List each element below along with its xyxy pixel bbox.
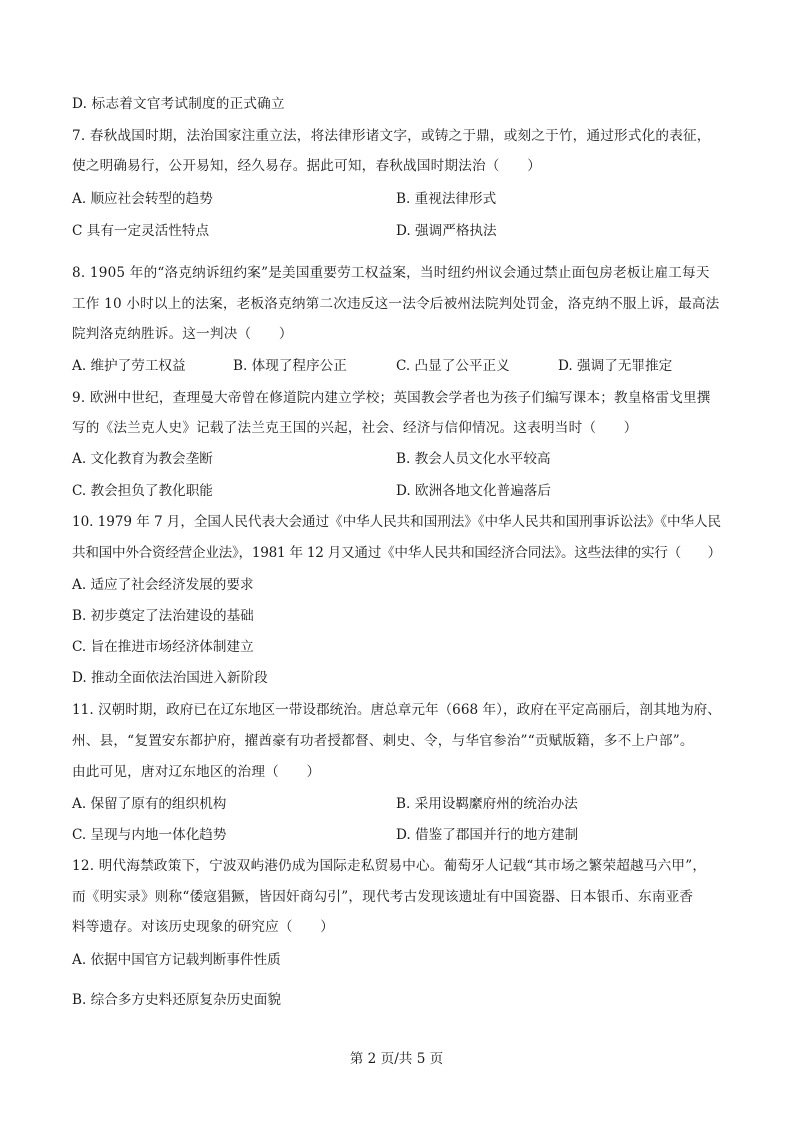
q7-option-c: C 具有一定灵活性特点 <box>72 223 210 239</box>
q12-option-b: B. 综合多方史料还原复杂历史面貌 <box>72 992 281 1008</box>
q8-stem-line-1: 8. 1905 年的“洛克纳诉纽约案”是美国重要劳工权益案，当时纽约州议会通过禁止面包房老板让雇工每天 <box>72 265 710 281</box>
q7-option-a: A. 顺应社会转型的趋势 <box>72 191 213 207</box>
q7-option-b: B. 重视法律形式 <box>396 191 497 207</box>
q11-option-c: C. 呈现与内地一体化趋势 <box>72 827 227 843</box>
q10-option-a: A. 适应了社会经济发展的要求 <box>72 577 254 593</box>
q11-option-b: B. 采用设羁縻府州的统治办法 <box>396 796 578 812</box>
q10-stem-line-1: 10. 1979 年 7 月，全国人民代表大会通过《中华人民共和国刑法》《中华人民共和国刑事诉讼法》《中华人民 <box>72 514 722 530</box>
q12-stem-line-3: 料等遗存。对该历史现象的研究应（ ） <box>72 919 335 935</box>
page-number-footer: 第 2 页/共 5 页 <box>349 1051 444 1067</box>
q12-stem-line-2: 而《明实录》则称“倭寇猖獗，皆因奸商勾引”，现代考古发现该遗址有中国瓷器、日本银币、东南亚香 <box>72 889 694 905</box>
q8-option-a: A. 维护了劳工权益 <box>72 358 186 374</box>
q10-option-c: C. 旨在推进市场经济体制建立 <box>72 639 254 655</box>
q9-option-d: D. 欧洲各地文化普遍落后 <box>396 483 551 499</box>
q11-stem-line-2: 州、县，“复置安东都护府，擢酋豪有功者授都督、刺史、令，与华官参治”“贡赋版籍，多不上户部”。 <box>72 733 694 749</box>
q8-option-c: C. 凸显了公平正义 <box>396 358 510 374</box>
q9-option-a: A. 文化教育为教会垄断 <box>72 451 213 467</box>
q11-stem-line-3: 由此可见，唐对辽东地区的治理（ ） <box>72 764 321 780</box>
q8-option-b: B. 体现了程序公正 <box>233 358 347 374</box>
q11-stem-line-1: 11. 汉朝时期，政府已在辽东地区一带设郡统治。唐总章元年（668 年），政府在平定高丽后，剖其地为府、 <box>72 702 721 718</box>
q10-stem-line-2: 共和国中外合资经营企业法》，1981 年 12 月又通过《中华人民共和国经济合同法》。这些法律的实行（ ） <box>72 545 721 561</box>
q12-option-a: A. 依据中国官方记载判断事件性质 <box>72 952 281 968</box>
q11-option-d: D. 借鉴了郡国并行的地方建制 <box>396 827 579 843</box>
q8-option-d: D. 强调了无罪推定 <box>558 358 673 374</box>
q9-option-b: B. 教会人员文化水平较高 <box>396 451 551 467</box>
q7-stem-line-1: 7. 春秋战国时期，法治国家注重立法，将法律形诸文字，或铸之于鼎，或刻之于竹，通过形式化的表征， <box>72 128 711 144</box>
q9-stem-line-2: 写的《法兰克人史》记载了法兰克王国的兴起，社会、经济与信仰情况。这表明当时（ ） <box>72 420 638 436</box>
q8-stem-line-3: 院判洛克纳胜诉。这一判决（ ） <box>72 326 293 342</box>
exam-page <box>72 0 728 1123</box>
q7-option-d: D. 强调严格执法 <box>396 223 497 239</box>
q10-option-b: B. 初步奠定了法治建设的基础 <box>72 608 254 624</box>
q8-stem-line-2: 工作 10 小时以上的法案，老板洛克纳第二次违反这一法令后被州法院判处罚金，洛克纳不服上诉，最高法 <box>72 296 720 312</box>
q7-stem-line-2: 使之明确易行，公开易知，经久易存。据此可知，春秋战国时期法治（ ） <box>72 158 541 174</box>
q12-stem-line-1: 12. 明代海禁政策下，宁波双屿港仍成为国际走私贸易中心。葡萄牙人记载“其市场之繁荣超越马六甲”， <box>72 858 707 874</box>
q9-option-c: C. 教会担负了教化职能 <box>72 483 213 499</box>
q6-option-d: D. 标志着文官考试制度的正式确立 <box>72 96 285 112</box>
q9-stem-line-1: 9. 欧洲中世纪，查理曼大帝曾在修道院内建立学校；英国教会学者也为孩子们编写课本；教皇格雷戈里撰 <box>72 390 711 406</box>
q11-option-a: A. 保留了原有的组织机构 <box>72 796 227 812</box>
q10-option-d: D. 推动全面依法治国进入新阶段 <box>72 670 268 686</box>
